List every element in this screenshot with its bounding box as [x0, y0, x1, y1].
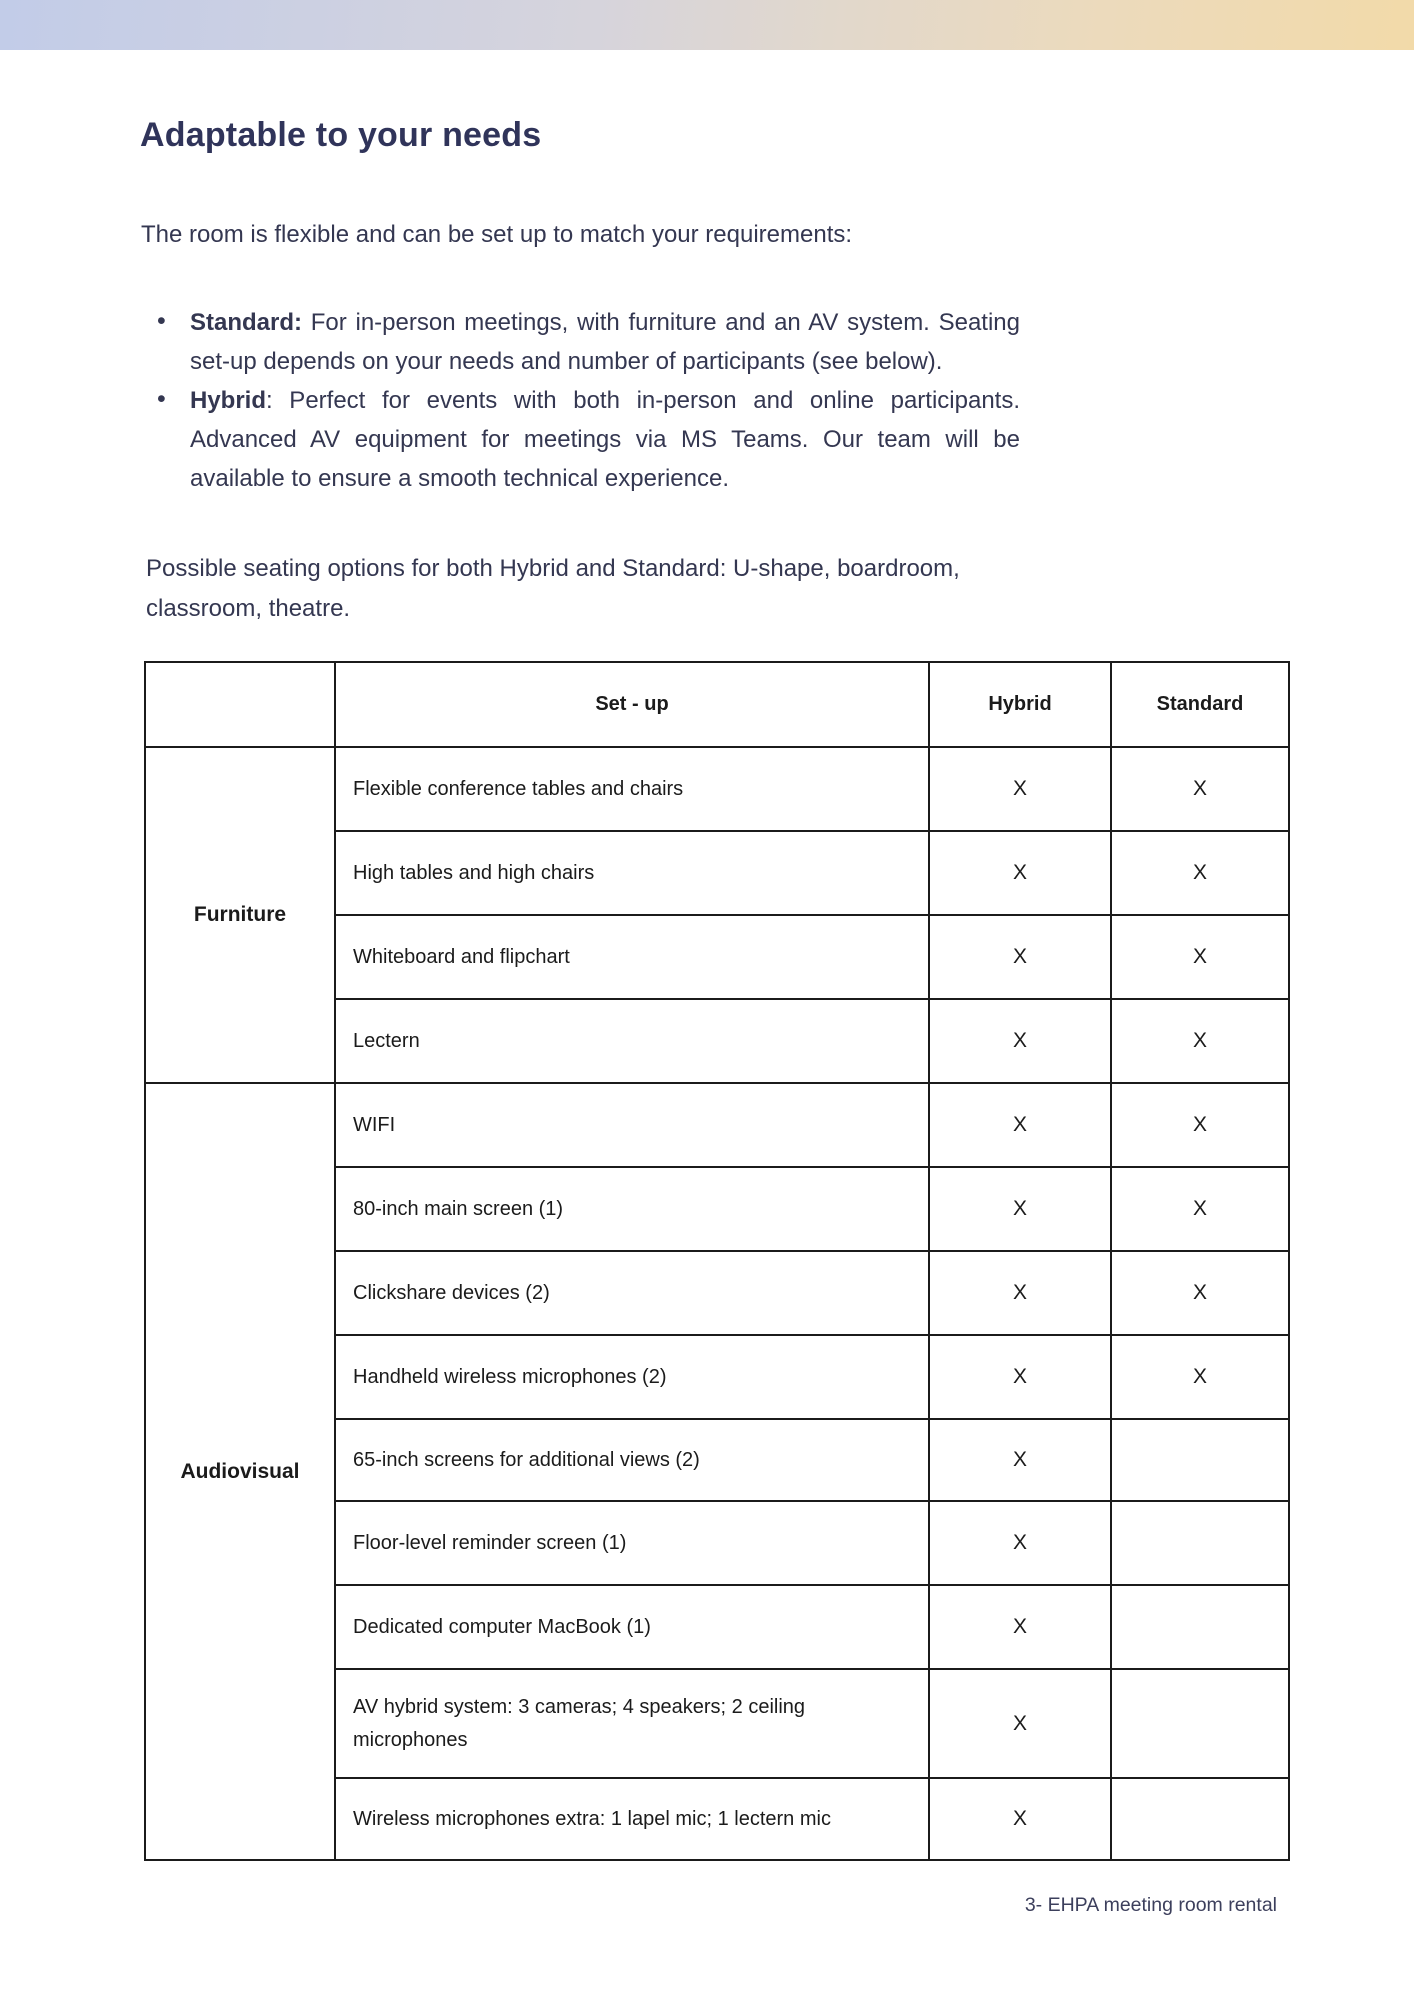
hybrid-cell: X	[929, 1335, 1111, 1419]
table-row	[145, 747, 1289, 831]
hybrid-cell: X	[929, 1083, 1111, 1167]
setup-cell: Whiteboard and flipchart	[335, 915, 929, 999]
hybrid-cell: X	[929, 747, 1111, 831]
hybrid-label: Hybrid	[190, 387, 267, 414]
intro-paragraph: The room is flexible and can be set up to match your requirements:	[141, 221, 853, 248]
hybrid-cell: X	[929, 999, 1111, 1083]
standard-cell: X	[1111, 915, 1289, 999]
setup-cell: Dedicated computer MacBook (1)	[335, 1585, 929, 1669]
page-footer: 3- EHPA meeting room rental	[1024, 1894, 1277, 1916]
standard-cell: X	[1111, 1251, 1289, 1335]
setup-cell: Clickshare devices (2)	[335, 1251, 929, 1335]
hybrid-cell: X	[929, 1167, 1111, 1251]
top-gradient-banner	[0, 0, 1414, 50]
hybrid-cell: X	[929, 1778, 1111, 1860]
standard-cell: X	[1111, 1335, 1289, 1419]
header-setup: Set - up	[335, 662, 929, 747]
header-hybrid: Hybrid	[929, 662, 1111, 747]
table-row	[145, 1083, 1289, 1167]
setup-cell: Flexible conference tables and chairs	[335, 747, 929, 831]
standard-cell	[1111, 1501, 1289, 1585]
hybrid-cell: X	[929, 1669, 1111, 1778]
hybrid-cell: X	[929, 1585, 1111, 1669]
group-label-audiovisual: Audiovisual	[145, 1083, 335, 1860]
group-label-furniture: Furniture	[145, 747, 335, 1083]
setup-cell: Floor-level reminder screen (1)	[335, 1501, 929, 1585]
standard-cell: X	[1111, 1083, 1289, 1167]
hybrid-text: : Perfect for events with both in-person and online participants. Advanced AV equipment for meetings via MS Teams. Our team will be available to ensure a smooth technical experience.	[190, 387, 1020, 492]
setup-cell: 80-inch main screen (1)	[335, 1167, 929, 1251]
setup-cell: AV hybrid system: 3 cameras; 4 speakers; 2 ceiling microphones	[335, 1669, 929, 1778]
hybrid-cell: X	[929, 1419, 1111, 1501]
hybrid-cell: X	[929, 1251, 1111, 1335]
setup-cell: WIFI	[335, 1083, 929, 1167]
list-item-standard	[140, 303, 1020, 381]
list-item-hybrid	[140, 381, 1020, 498]
page-title: Adaptable to your needs	[140, 116, 542, 154]
seating-options-paragraph: Possible seating options for both Hybrid and Standard: U-shape, boardroom, classroom, theatre.	[146, 555, 960, 622]
setup-cell: Handheld wireless microphones (2)	[335, 1335, 929, 1419]
header-corner-cell	[145, 662, 335, 747]
hybrid-cell: X	[929, 915, 1111, 999]
hybrid-cell: X	[929, 831, 1111, 915]
standard-text: For in-person meetings, with furniture and an AV system. Seating set-up depends on your needs and number of participants (see below).	[190, 309, 1020, 375]
setup-cell: Wireless microphones extra: 1 lapel mic; 1 lectern mic	[335, 1778, 929, 1860]
setup-cell: Lectern	[335, 999, 929, 1083]
standard-label: Standard:	[190, 309, 303, 336]
standard-cell	[1111, 1669, 1289, 1778]
standard-cell	[1111, 1778, 1289, 1860]
standard-cell	[1111, 1419, 1289, 1501]
setup-cell: High tables and high chairs	[335, 831, 929, 915]
setup-options-list	[140, 303, 1040, 498]
standard-cell: X	[1111, 831, 1289, 915]
table-header-row	[145, 662, 1289, 747]
standard-cell: X	[1111, 1167, 1289, 1251]
standard-cell: X	[1111, 999, 1289, 1083]
standard-cell: X	[1111, 747, 1289, 831]
setup-cell: 65-inch screens for additional views (2)	[335, 1419, 929, 1501]
header-standard: Standard	[1111, 662, 1289, 747]
hybrid-cell: X	[929, 1501, 1111, 1585]
standard-cell	[1111, 1585, 1289, 1669]
setup-comparison-table	[144, 661, 1290, 1861]
